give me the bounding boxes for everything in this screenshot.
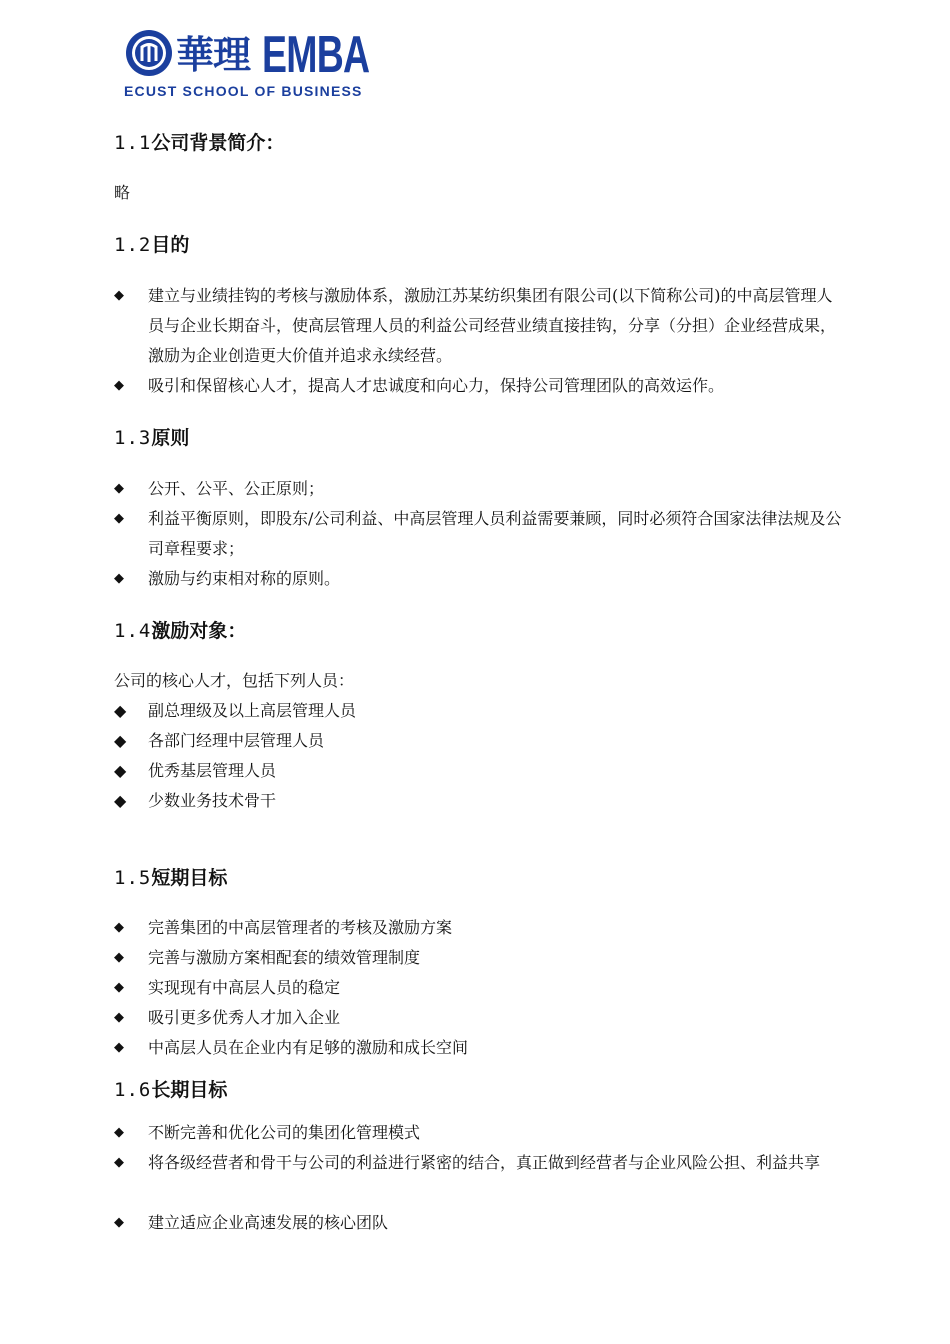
list-item: ◆ 利益平衡原则，即股东/公司利益、中高层管理人员利益需要兼顾，同时必须符合国家法律法规及公司章程要求； — [114, 504, 854, 564]
bullet-diamond-icon: ◆ — [114, 701, 127, 720]
bullet-diamond-icon: ◆ — [114, 288, 124, 303]
list-item: ◆ 公开、公平、公正原则； — [114, 474, 854, 504]
list-item: ◆ 激励与约束相对称的原则。 — [114, 564, 854, 594]
list-item: ◆ 吸引和保留核心人才，提高人才忠诚度和向心力，保持公司管理团队的高效运作。 — [114, 371, 854, 401]
section-heading-1-2: 1.2目的 — [114, 234, 190, 256]
list-item: ◆ 完善与激励方案相配套的绩效管理制度 — [114, 943, 854, 973]
bullet-diamond-icon: ◆ — [114, 571, 124, 586]
bullet-diamond-icon: ◆ — [114, 1040, 124, 1055]
list-item: ◆ 少数业务技术骨干 — [114, 786, 854, 816]
list-item: ◆ 中高层人员在企业内有足够的激励和成长空间 — [114, 1033, 854, 1063]
list-item: ◆ 建立与业绩挂钩的考核与激励体系，激励江苏某纺织集团有限公司(以下简称公司)的中高层管理人员与企业长期奋斗，使高层管理人员的利益公司经营业绩直接挂钩，分享（分担）企业经营成果，激励为企业创造更大价值并追求永续经营。 — [114, 281, 854, 371]
bullet-diamond-icon: ◆ — [114, 791, 127, 810]
list-item: ◆ 将各级经营者和骨干与公司的利益进行紧密的结合，真正做到经营者与企业风险公担、利益共享 — [114, 1148, 854, 1178]
school-logo — [124, 26, 370, 100]
list-item: ◆ 副总理级及以上高层管理人员 — [114, 696, 854, 726]
bullet-diamond-icon: ◆ — [114, 1155, 124, 1170]
section-1-4-intro: 公司的核心人才，包括下列人员： — [114, 671, 355, 690]
bullet-diamond-icon: ◆ — [114, 481, 124, 496]
university-seal-icon — [124, 28, 174, 78]
list-item: ◆ 各部门经理中层管理人员 — [114, 726, 854, 756]
section-1-1-body: 略 — [114, 183, 131, 202]
section-heading-1-4: 1.4激励对象： — [114, 620, 247, 642]
section-heading-1-1: 1.1公司背景简介： — [114, 132, 285, 154]
bullet-diamond-icon: ◆ — [114, 731, 127, 750]
bullet-diamond-icon: ◆ — [114, 1215, 124, 1230]
list-item: ◆ 建立适应企业高速发展的核心团队 — [114, 1208, 854, 1238]
logo-subtitle: ECUST SCHOOL OF BUSINESS — [124, 83, 363, 99]
list-item: ◆ 不断完善和优化公司的集团化管理模式 — [114, 1118, 854, 1148]
list-item: ◆ 实现现有中高层人员的稳定 — [114, 973, 854, 1003]
bullet-diamond-icon: ◆ — [114, 378, 124, 393]
list-item: ◆ 完善集团的中高层管理者的考核及激励方案 — [114, 913, 854, 943]
bullet-diamond-icon: ◆ — [114, 1125, 124, 1140]
section-heading-1-5: 1.5短期目标 — [114, 867, 228, 889]
bullet-diamond-icon: ◆ — [114, 1010, 124, 1025]
section-heading-1-3: 1.3原则 — [114, 427, 190, 449]
list-item: ◆ 优秀基层管理人员 — [114, 756, 854, 786]
bullet-diamond-icon: ◆ — [114, 511, 124, 526]
bullet-diamond-icon: ◆ — [114, 920, 124, 935]
bullet-diamond-icon: ◆ — [114, 980, 124, 995]
logo-chinese-name: 華理 — [176, 33, 251, 77]
section-heading-1-6: 1.6长期目标 — [114, 1079, 228, 1101]
list-item: ◆ 吸引更多优秀人才加入企业 — [114, 1003, 854, 1033]
bullet-diamond-icon: ◆ — [114, 950, 124, 965]
bullet-diamond-icon: ◆ — [114, 761, 127, 780]
logo-emba-mark: EMBA — [262, 26, 370, 84]
